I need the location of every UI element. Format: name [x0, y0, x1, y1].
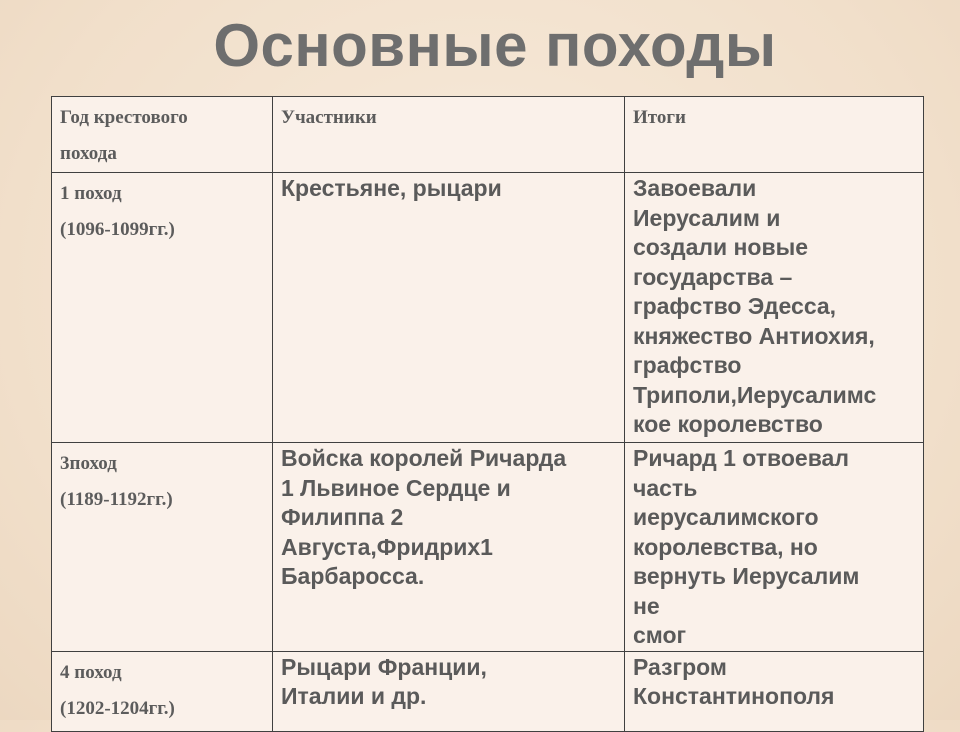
table-row — [52, 173, 924, 443]
year-cell — [52, 443, 273, 652]
header-cell-participants — [273, 97, 625, 173]
crusade-year: 4 поход (1202-1204гг.) — [60, 661, 175, 719]
results-cell — [625, 173, 924, 443]
crusade-year: 1 поход (1096-1099гг.) — [60, 183, 175, 240]
table-row — [52, 651, 924, 731]
table-row — [52, 443, 924, 652]
crusade-results: Завоевали Иерусалим и создали новые государства – графство Эдесса, княжество Антиохия, графство Триполи,Иерусалимс кое королевство — [633, 175, 877, 437]
crusades-table — [51, 96, 924, 732]
results-cell — [625, 443, 924, 652]
header-participants-label: Участники — [281, 107, 377, 128]
year-cell — [52, 651, 273, 731]
header-cell-year — [52, 97, 273, 173]
header-year-label: Год крестового похода — [60, 107, 188, 164]
crusade-participants: Войска королей Ричарда 1 Львиное Сердце и Филиппа 2 Августа,Фридрих1 Барбаросса. — [281, 445, 567, 589]
results-cell — [625, 651, 924, 731]
crusade-participants: Рыцари Франции, Италии и др. — [281, 653, 487, 709]
participants-cell — [273, 443, 625, 652]
table-header-row — [52, 97, 924, 173]
year-cell — [52, 173, 273, 443]
header-results-label: Итоги — [633, 107, 686, 128]
crusade-year: 3поход (1189-1192гг.) — [60, 453, 173, 510]
crusade-results: Ричард 1 отвоевал часть иерусалимского королевства, но вернуть Иерусалим не смог — [633, 445, 860, 648]
crusade-results: Разгром Константинополя — [633, 653, 835, 709]
page-title: Основные походы — [213, 12, 777, 79]
header-cell-results — [625, 97, 924, 173]
crusade-participants: Крестьяне, рыцари — [281, 175, 502, 201]
participants-cell — [273, 651, 625, 731]
participants-cell — [273, 173, 625, 443]
